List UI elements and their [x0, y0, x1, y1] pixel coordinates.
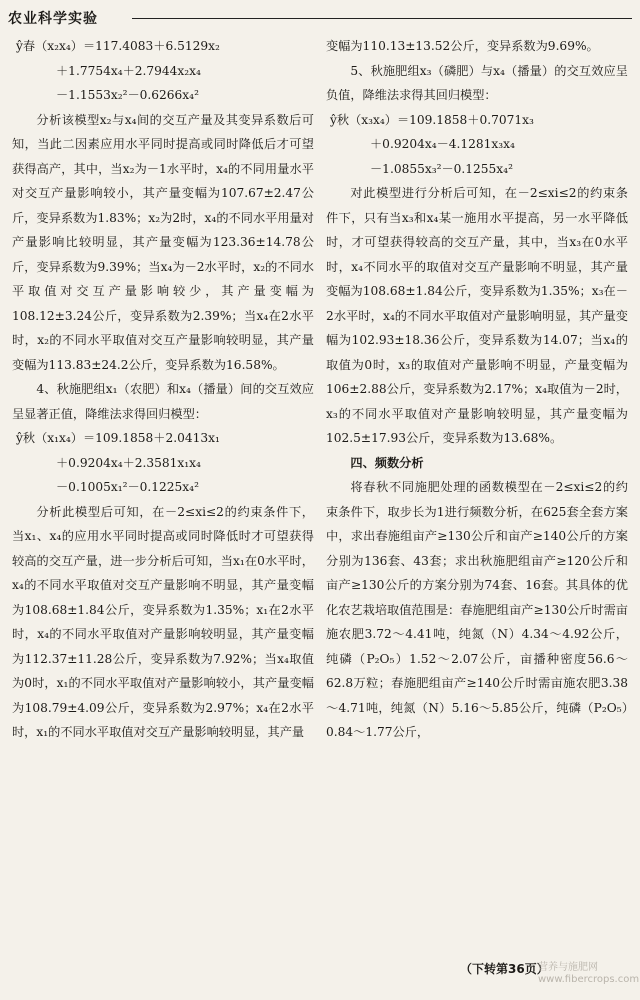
equation-line: ＋1.7754x₄＋2.7944x₂x₄ — [56, 63, 201, 78]
paragraph: 将春秋不同施肥处理的函数模型在－2≤xi≤2的约束条件下，取步长为1进行频数分析，在625套全套方案中，求出春施组亩产≥130公斤和亩产≥140公斤的方案分别为136套、43套；求出秋施肥组亩产≥120公斤和亩产≥130公斤的方案分别为74套、16套。其具体的优化农艺栽培取值范围是：春施肥组亩产≥130公斤时需亩施农肥3.72～4.41吨，纯氮（N）4.34～4.92公斤，纯磷（P₂O₅）1.52～2.07公斤，亩播种密度56.6～62.8万粒；春施肥组亩产≥140公斤时需亩施农肥3.38～4.71吨，纯氮（N）5.16～5.85公斤，纯磷（P₂O₅）0.84～1.77公斤， — [326, 480, 628, 739]
equation-line: ＋0.9204x₄－4.1281x₃x₄ — [370, 137, 515, 151]
paragraph-continued: 变幅为110.13±13.52公斤，变异系数为9.69%。 — [326, 39, 599, 53]
equation-line: －1.1553x₂²－0.6266x₄² — [56, 88, 199, 102]
paragraph: 对此模型进行分析后可知，在－2≤xi≤2的约束条件下，只有当x₃和x₄某一施用水平提高，另一水平降低时，才可望获得较高的交互产量，其中，当x₃在0水平时，x₄不同水平的取值对交互产量影响不明显，其产量变幅为108.68±1.84公斤，变异系数为1.35%；x₃在－2水平时，x₄的不同水平取值对产量影响明显，其产量变幅为102.93±18.36公斤，变异系数为14.07；当x₄的取值为0时，x₃的取值对产量影响不明显，产量变幅为106±2.88公斤，变异系数为2.17%；x₄取值为－2时，x₃的不同水平取值对产量影响较明显，其产量变幅为102.5±17.93公斤，变异系数为13.68%。 — [326, 186, 628, 445]
equation-line: －0.1005x₁²－0.1225x₄² — [56, 480, 199, 494]
section-heading: 四、频数分析 — [350, 455, 424, 470]
equation-line: ŷ春（x₂x₄）＝117.4083＋6.5129x₂ — [16, 39, 220, 53]
equation-line: ＋0.9204x₄＋2.3581x₁x₄ — [56, 455, 201, 470]
watermark: 营养与施肥网 www.fibercrops.com — [538, 962, 640, 985]
left-column — [12, 34, 314, 989]
paragraph: 5、秋施肥组x₃（磷肥）与x₄（播量）的交互效应呈负值，降维法求得其回归模型： — [326, 63, 628, 102]
header-rule — [132, 18, 632, 19]
paragraph: 分析该模型x₂与x₄间的交互产量及其变异系数后可知，当此二因素应用水平同时提高或同时降低后才可望获得高产，其中，当x₂为－1水平时，x₄的不同用量水平对交互产量影响较小，其产量变幅为107.67±2.47公斤，变异系数为1.83%；x₂为2时，x₄的不同水平用量对产量影响比较明显，其产量变幅为123.36±14.78公斤，变异系数为9.39%；当x₄为－2水平时，x₂的不同水平取值对交互产量影响较少，其产量变幅为108.12±3.24公斤，变异系数为2.39%；当x₄在2水平时，x₂的不同水平取值对交互产量影响较明显，其产量变幅为113.83±24.2公斤，变异系数为16.58%。 — [12, 112, 314, 372]
equation-line: ŷ秋（x₃x₄）＝109.1858＋0.7071x₃ — [330, 112, 534, 127]
paragraph: 分析此模型后可知，在－2≤xi≤2的约束条件下，当x₁、x₄的应用水平同时提高或同时降低时才可望获得较高的交互产量，进一步分析后可知，当x₁在0水平时，x₄的不同水平取值对交互产量影响不明显，其产量变幅为108.68±1.84公斤，变异系数为1.35%；x₁在2水平时，x₄的不同水平取值对产量影响较明显，其产量变幅为112.37±11.28公斤，变异系数为7.92%；当x₄取值为0时，x₁的不同水平取值对产量影响较小，其产量变幅为108.79±4.09公斤，变异系数为2.97%；x₄在2水平时，x₁的不同水平取值对交互产量影响较明显，其产量 — [12, 504, 314, 739]
equation-line: ŷ秋（x₁x₄）＝109.1858＋2.0413x₁ — [16, 431, 220, 445]
paragraph: 4、秋施肥组x₁（农肥）和x₄（播量）间的交互效应呈显著正值，降维法求得回归模型： — [12, 382, 314, 421]
equation-line: －1.0855x₃²－0.1255x₄² — [370, 161, 513, 176]
page-header — [8, 6, 632, 30]
continued-note: （下转第36页） — [460, 962, 549, 976]
right-column — [326, 34, 628, 989]
journal-title: 农业科学实验 — [8, 11, 98, 27]
